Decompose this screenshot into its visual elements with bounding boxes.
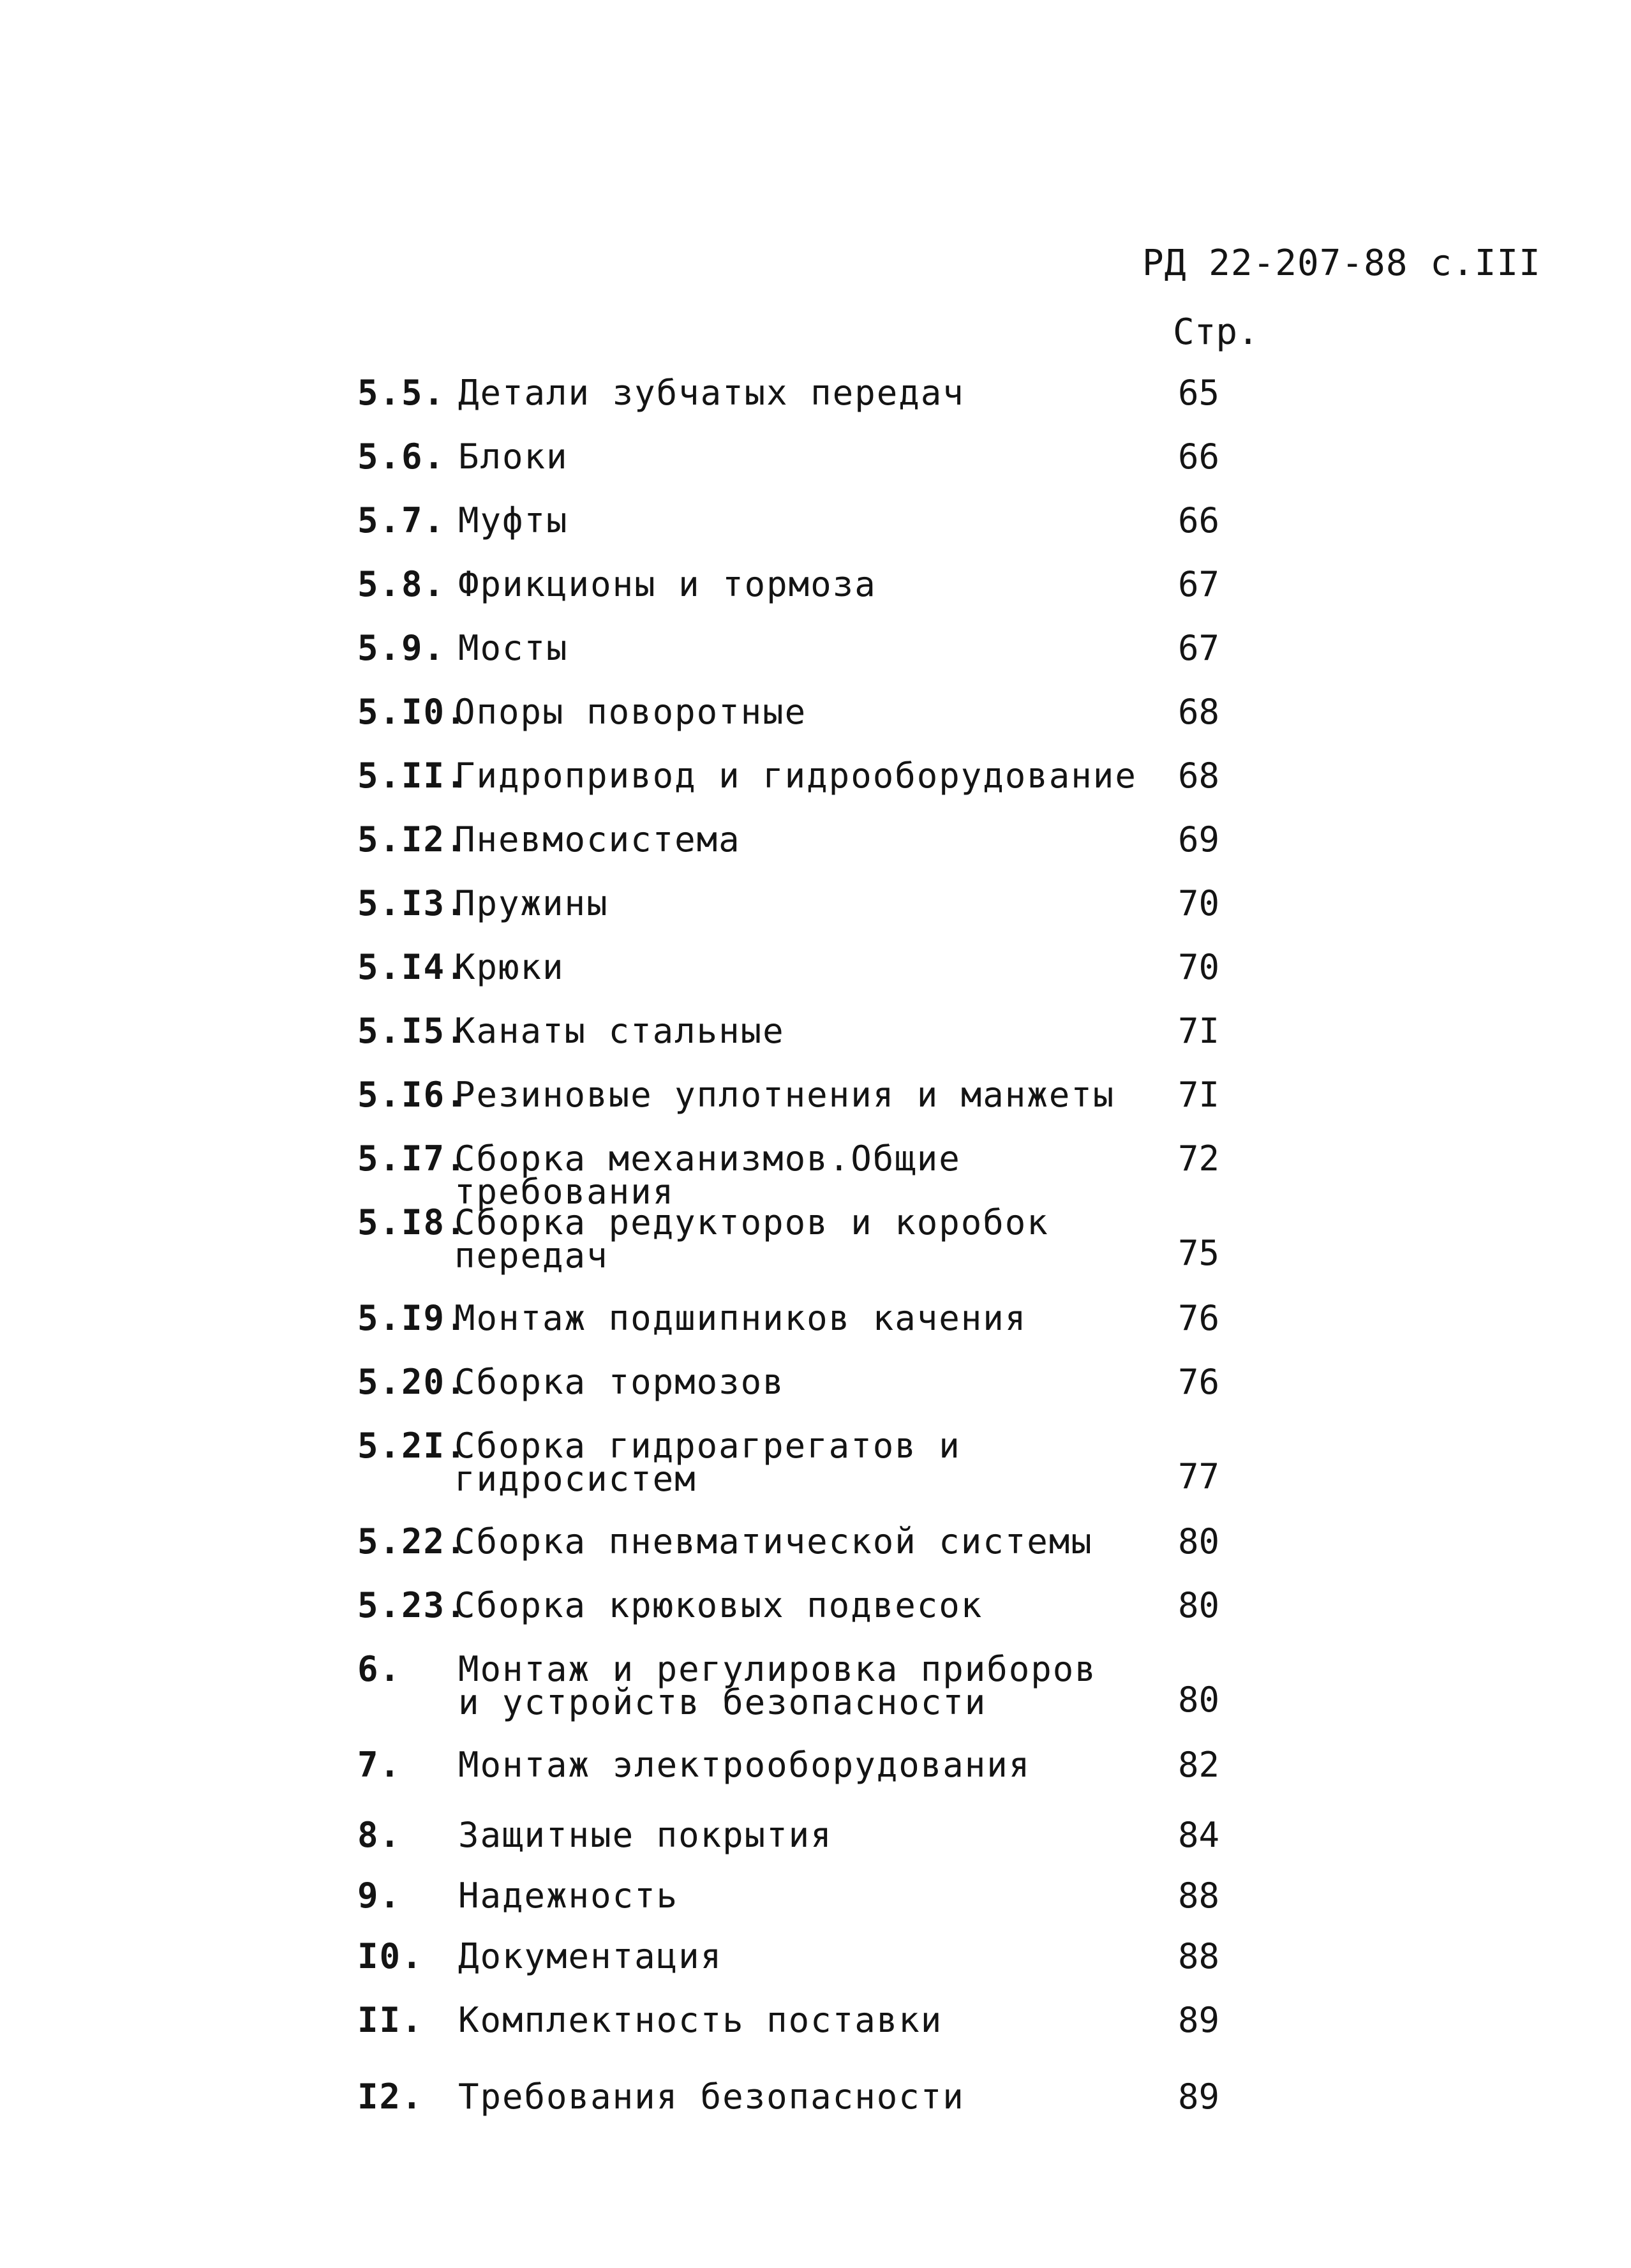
toc-entry-number: 5.22. xyxy=(357,1521,468,1562)
toc-entry-page: 66 xyxy=(1178,436,1220,477)
toc-entry-page: 66 xyxy=(1178,500,1220,541)
toc-entry-title: Фрикционы и тормоза xyxy=(458,564,877,604)
toc-entry-number: 5.20. xyxy=(357,1362,468,1402)
toc-entry-number: 8. xyxy=(357,1815,402,1855)
toc-entry-page: 80 xyxy=(1178,1680,1220,1720)
toc-entry-title: Монтаж электрооборудования xyxy=(458,1745,1031,1785)
toc-entry-page: 7I xyxy=(1178,1011,1220,1051)
toc-entry-number: 5.II. xyxy=(357,756,468,796)
toc-entry-page: 65 xyxy=(1178,373,1220,413)
document-code: РД 22-207-88 с.III xyxy=(1142,242,1541,284)
toc-entry-title: Комплектность поставки xyxy=(458,2000,943,2040)
toc-entry-page: 67 xyxy=(1178,564,1220,604)
toc-entry-page: 76 xyxy=(1178,1362,1220,1402)
toc-entry-page: 67 xyxy=(1178,628,1220,668)
toc-entry-title: Монтаж и регулировка приборов и устройств безопасности xyxy=(458,1649,1097,1722)
toc-entry-title: Сборка тормозов xyxy=(454,1362,785,1402)
toc-entry-number: I2. xyxy=(357,2077,424,2117)
toc-entry-title: Блоки xyxy=(458,436,569,477)
toc-entry-page: 72 xyxy=(1178,1138,1220,1179)
toc-entry-title: Защитные покрытия xyxy=(458,1815,833,1855)
toc-entry-page: 80 xyxy=(1178,1585,1220,1625)
toc-entry-page: 89 xyxy=(1178,2077,1220,2117)
toc-entry-number: 5.6. xyxy=(357,436,446,477)
toc-entry-title: Гидропривод и гидрооборудование xyxy=(454,756,1137,796)
toc-entry-title: Детали зубчатых передач xyxy=(458,373,965,413)
toc-entry-title: Монтаж подшипников качения xyxy=(454,1298,1027,1338)
toc-entry-title: Крюки xyxy=(454,947,565,987)
toc-entry-page: 84 xyxy=(1178,1815,1220,1855)
toc-entry-page: 70 xyxy=(1178,883,1220,923)
toc-entry-title: Сборка редукторов и коробок передач xyxy=(454,1202,1049,1276)
toc-entry-page: 7I xyxy=(1178,1075,1220,1115)
toc-entry-number: 5.8. xyxy=(357,564,446,604)
toc-entry-number: 5.I3. xyxy=(357,883,468,923)
toc-entry-page: 75 xyxy=(1178,1233,1220,1273)
toc-entry-title: Сборка крюковых подвесок xyxy=(454,1585,983,1625)
toc-entry-number: 5.I6. xyxy=(357,1075,468,1115)
toc-entry-page: 68 xyxy=(1178,692,1220,732)
toc-entry-title: Сборка пневматической системы xyxy=(454,1521,1093,1562)
toc-entry-title: Сборка гидроагрегатов и гидросистем xyxy=(454,1426,961,1499)
toc-entry-title: Канаты стальные xyxy=(454,1011,785,1051)
toc-entry-number: 5.I5. xyxy=(357,1011,468,1051)
toc-entry-number: II. xyxy=(357,2000,424,2040)
toc-entry-title: Документация xyxy=(458,1936,723,1976)
toc-entry-number: 5.7. xyxy=(357,500,446,541)
toc-entry-number: 5.I9. xyxy=(357,1298,468,1338)
toc-entry-page: 69 xyxy=(1178,819,1220,860)
toc-entry-title: Опоры поворотные xyxy=(454,692,807,732)
toc-entry-title: Надежность xyxy=(458,1876,679,1916)
page-column-label: Стр. xyxy=(1173,311,1259,353)
toc-entry-number: 5.I7. xyxy=(357,1138,468,1179)
toc-entry-number: 9. xyxy=(357,1876,402,1916)
toc-entry-title: Пружины xyxy=(454,883,609,923)
toc-entry-page: 77 xyxy=(1178,1456,1220,1496)
toc-entry-number: 5.23. xyxy=(357,1585,468,1625)
toc-entry-page: 89 xyxy=(1178,2000,1220,2040)
toc-entry-title: Резиновые уплотнения и манжеты xyxy=(454,1075,1115,1115)
toc-entry-title: Требования безопасности xyxy=(458,2077,965,2117)
toc-entry-number: I0. xyxy=(357,1936,424,1976)
toc-entry-number: 5.I0. xyxy=(357,692,468,732)
toc-entry-number: 5.I8. xyxy=(357,1202,468,1242)
toc-entry-title: Муфты xyxy=(458,500,569,541)
toc-entry-number: 6. xyxy=(357,1649,402,1689)
toc-entry-page: 82 xyxy=(1178,1745,1220,1785)
toc-entry-page: 80 xyxy=(1178,1521,1220,1562)
toc-entry-page: 76 xyxy=(1178,1298,1220,1338)
toc-entry-title: Пневмосистема xyxy=(454,819,741,860)
toc-entry-title: Мосты xyxy=(458,628,569,668)
toc-entry-number: 7. xyxy=(357,1745,402,1785)
toc-entry-page: 88 xyxy=(1178,1876,1220,1916)
toc-entry-number: 5.9. xyxy=(357,628,446,668)
toc-entry-number: 5.I4. xyxy=(357,947,468,987)
toc-entry-number: 5.5. xyxy=(357,373,446,413)
toc-entry-title: Сборка механизмов.Общие требования xyxy=(454,1138,961,1212)
toc-entry-page: 68 xyxy=(1178,756,1220,796)
toc-entry-page: 70 xyxy=(1178,947,1220,987)
toc-entry-page: 88 xyxy=(1178,1936,1220,1976)
toc-entry-number: 5.2I. xyxy=(357,1426,468,1466)
toc-entry-number: 5.I2. xyxy=(357,819,468,860)
